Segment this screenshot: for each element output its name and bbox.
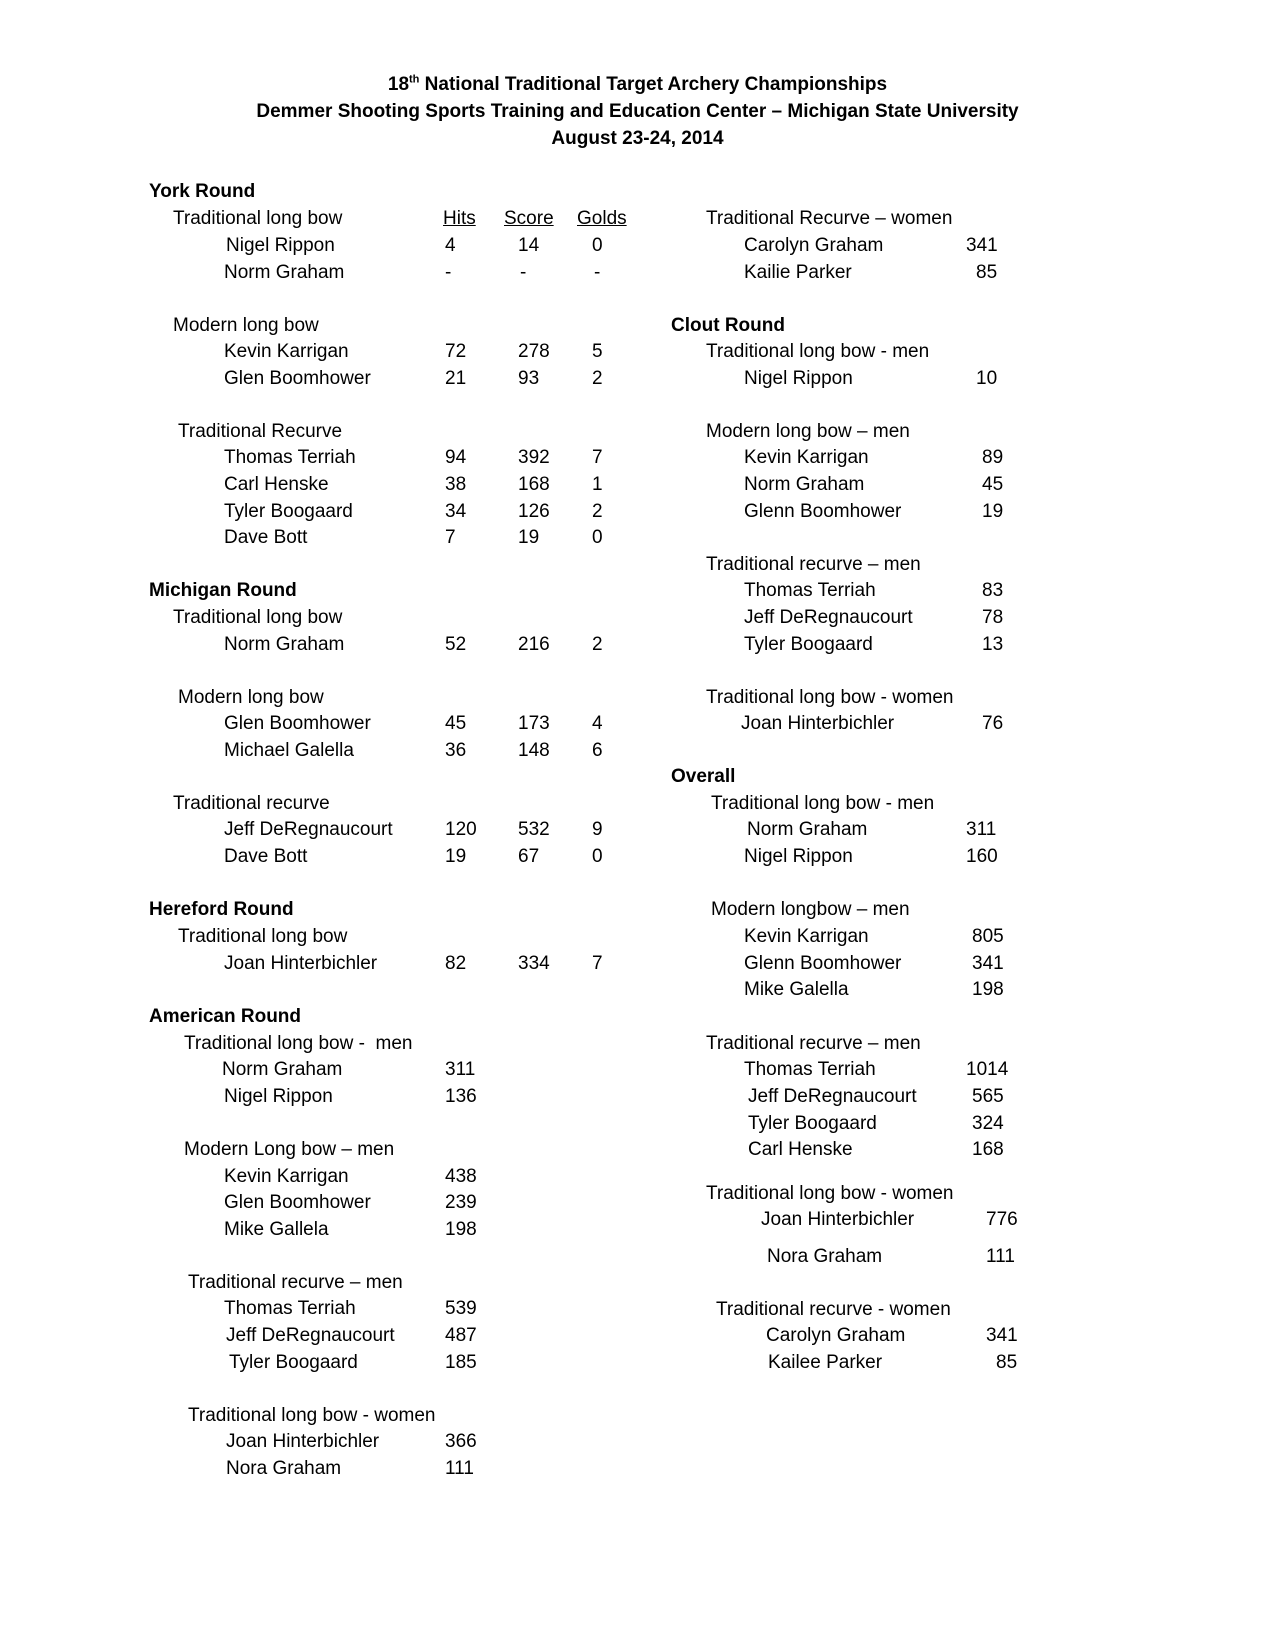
score-value: 67 <box>518 846 540 867</box>
document-title <box>0 74 1275 96</box>
score-value: 89 <box>982 447 1004 468</box>
archer-name: Nigel Rippon <box>744 368 853 389</box>
category-label: Traditional recurve – men <box>706 1033 921 1054</box>
archer-name: Glen Boomhower <box>224 368 371 389</box>
hits-value: 36 <box>445 740 467 761</box>
hits-value: - <box>445 262 452 283</box>
hits-value: 45 <box>445 713 467 734</box>
archer-name: Glenn Boomhower <box>744 953 902 974</box>
score-value: 565 <box>972 1086 1004 1107</box>
archer-name: Jeff DeRegnaucourt <box>744 607 913 628</box>
column-header-golds: Golds <box>577 208 627 229</box>
score-value: 126 <box>518 501 550 522</box>
score-value: 324 <box>972 1113 1004 1134</box>
category-label: Modern Long bow – men <box>184 1139 395 1160</box>
date-line: August 23-24, 2014 <box>551 128 724 149</box>
category-label: Traditional long bow - men <box>711 793 935 814</box>
section-title-overall: Overall <box>671 766 736 787</box>
archer-name: Joan Hinterbichler <box>226 1431 380 1452</box>
golds-value: - <box>594 262 601 283</box>
archer-name: Thomas Terriah <box>744 1059 876 1080</box>
category-label: Traditional long bow <box>178 926 348 947</box>
score-value: 334 <box>518 953 550 974</box>
category-label: Traditional long bow - women <box>706 687 954 708</box>
section-title-michigan: Michigan Round <box>149 580 297 601</box>
archer-name: Jeff DeRegnaucourt <box>748 1086 917 1107</box>
hits-value: 21 <box>445 368 467 389</box>
title-ordinal: th <box>409 73 420 86</box>
golds-value: 0 <box>592 527 603 548</box>
archer-name: Nigel Rippon <box>744 846 853 867</box>
score-value: 19 <box>982 501 1004 522</box>
archer-name: Kevin Karrigan <box>224 1166 349 1187</box>
score-value: 532 <box>518 819 550 840</box>
archer-name: Carl Henske <box>748 1139 853 1160</box>
score-value: 239 <box>445 1192 477 1213</box>
hits-value: 120 <box>445 819 477 840</box>
score-value: 805 <box>972 926 1004 947</box>
archer-name: Nigel Rippon <box>226 235 335 256</box>
archer-name: Tyler Boogaard <box>744 634 873 655</box>
category-label: Traditional long bow - women <box>188 1405 436 1426</box>
score-value: 438 <box>445 1166 477 1187</box>
score-value: 341 <box>986 1325 1018 1346</box>
archer-name: Joan Hinterbichler <box>761 1209 915 1230</box>
archer-name: Carolyn Graham <box>744 235 884 256</box>
score-value: 111 <box>445 1458 474 1479</box>
score-value: 1014 <box>966 1059 1009 1080</box>
category-label: Traditional recurve – men <box>706 554 921 575</box>
archer-name: Norm Graham <box>224 634 345 655</box>
score-value: 168 <box>518 474 550 495</box>
title-text: National Traditional Target Archery Championships <box>419 74 888 95</box>
archer-name: Thomas Terriah <box>224 447 356 468</box>
score-value: 341 <box>966 235 998 256</box>
score-value: 392 <box>518 447 550 468</box>
category-label: Traditional long bow - women <box>706 1183 954 1204</box>
score-value: 93 <box>518 368 540 389</box>
archer-name: Norm Graham <box>747 819 868 840</box>
score-value: - <box>520 262 527 283</box>
score-value: 341 <box>972 953 1004 974</box>
category-label: Traditional recurve - women <box>716 1299 951 1320</box>
score-value: 216 <box>518 634 550 655</box>
archer-name: Kevin Karrigan <box>744 447 869 468</box>
score-value: 148 <box>518 740 550 761</box>
category-label: Traditional Recurve – women <box>706 208 953 229</box>
column-header-score: Score <box>504 208 554 229</box>
golds-value: 0 <box>592 846 603 867</box>
hits-value: 4 <box>445 235 456 256</box>
score-value: 45 <box>982 474 1004 495</box>
archer-name: Norm Graham <box>222 1059 343 1080</box>
score-value: 160 <box>966 846 998 867</box>
score-value: 83 <box>982 580 1004 601</box>
archer-name: Joan Hinterbichler <box>224 953 378 974</box>
category-label: Modern long bow <box>173 315 319 336</box>
archer-name: Nora Graham <box>226 1458 342 1479</box>
archer-name: Jeff DeRegnaucourt <box>226 1325 395 1346</box>
venue-line: Demmer Shooting Sports Training and Education Center – Michigan State University <box>256 101 1019 122</box>
archer-name: Thomas Terriah <box>744 580 876 601</box>
golds-value: 9 <box>592 819 603 840</box>
archer-name: Mike Gallela <box>224 1219 329 1240</box>
category-label: Traditional long bow - men <box>706 341 930 362</box>
archer-name: Norm Graham <box>744 474 865 495</box>
category-label: Modern long bow <box>178 687 324 708</box>
score-value: 776 <box>986 1209 1018 1230</box>
archer-name: Norm Graham <box>224 262 345 283</box>
golds-value: 2 <box>592 501 603 522</box>
score-value: 311 <box>445 1059 476 1080</box>
score-value: 10 <box>976 368 998 389</box>
archer-name: Tyler Boogaard <box>229 1352 358 1373</box>
section-title-american: American Round <box>149 1006 302 1027</box>
score-value: 136 <box>445 1086 477 1107</box>
category-label: Traditional long bow <box>173 607 343 628</box>
score-value: 13 <box>982 634 1004 655</box>
category-label: Traditional long bow <box>173 208 343 229</box>
column-header-hits: Hits <box>443 208 476 229</box>
score-value: 168 <box>972 1139 1004 1160</box>
score-value: 311 <box>966 819 997 840</box>
score-value: 19 <box>518 527 540 548</box>
score-value: 198 <box>972 979 1004 1000</box>
hits-value: 7 <box>445 527 456 548</box>
category-label: Traditional recurve – men <box>188 1272 403 1293</box>
section-title-clout: Clout Round <box>671 315 785 336</box>
archer-name: Tyler Boogaard <box>748 1113 877 1134</box>
section-title-york: York Round <box>149 181 256 202</box>
score-value: 85 <box>996 1352 1018 1373</box>
archer-name: Thomas Terriah <box>224 1298 356 1319</box>
hits-value: 52 <box>445 634 467 655</box>
golds-value: 7 <box>592 953 603 974</box>
archer-name: Nora Graham <box>767 1246 883 1267</box>
archer-name: Kailie Parker <box>744 262 852 283</box>
title-number: 18 <box>387 74 410 95</box>
score-value: 111 <box>986 1246 1015 1267</box>
archer-name: Kevin Karrigan <box>744 926 869 947</box>
archer-name: Carl Henske <box>224 474 329 495</box>
category-label: Traditional Recurve <box>178 421 343 442</box>
archer-name: Kailee Parker <box>768 1352 883 1373</box>
score-value: 85 <box>976 262 998 283</box>
archer-name: Glen Boomhower <box>224 1192 371 1213</box>
archer-name: Glen Boomhower <box>224 713 371 734</box>
archer-name: Dave Bott <box>224 846 308 867</box>
score-value: 185 <box>445 1352 477 1373</box>
golds-value: 0 <box>592 235 603 256</box>
score-value: 173 <box>518 713 550 734</box>
score-value: 198 <box>445 1219 477 1240</box>
score-value: 278 <box>518 341 550 362</box>
score-value: 78 <box>982 607 1004 628</box>
archer-name: Carolyn Graham <box>766 1325 906 1346</box>
hits-value: 94 <box>445 447 467 468</box>
score-value: 487 <box>445 1325 477 1346</box>
hits-value: 72 <box>445 341 467 362</box>
score-value: 76 <box>982 713 1004 734</box>
archer-name: Tyler Boogaard <box>224 501 353 522</box>
category-label: Traditional recurve <box>173 793 330 814</box>
hits-value: 38 <box>445 474 467 495</box>
archer-name: Mike Galella <box>744 979 849 1000</box>
score-value: 366 <box>445 1431 477 1452</box>
archer-name: Joan Hinterbichler <box>741 713 895 734</box>
hits-value: 19 <box>445 846 467 867</box>
section-title-hereford: Hereford Round <box>149 899 294 920</box>
score-value: 539 <box>445 1298 477 1319</box>
archer-name: Michael Galella <box>224 740 354 761</box>
golds-value: 2 <box>592 634 603 655</box>
hits-value: 82 <box>445 953 467 974</box>
archer-name: Jeff DeRegnaucourt <box>224 819 393 840</box>
category-label: Modern long bow – men <box>706 421 910 442</box>
score-value: 14 <box>518 235 540 256</box>
golds-value: 2 <box>592 368 603 389</box>
hits-value: 34 <box>445 501 467 522</box>
category-label: Modern longbow – men <box>711 899 910 920</box>
archer-name: Dave Bott <box>224 527 308 548</box>
golds-value: 4 <box>592 713 603 734</box>
archer-name: Glenn Boomhower <box>744 501 902 522</box>
golds-value: 7 <box>592 447 603 468</box>
golds-value: 5 <box>592 341 603 362</box>
golds-value: 6 <box>592 740 603 761</box>
category-label: Traditional long bow - men <box>184 1033 413 1054</box>
golds-value: 1 <box>592 474 603 495</box>
archer-name: Nigel Rippon <box>224 1086 333 1107</box>
archer-name: Kevin Karrigan <box>224 341 349 362</box>
